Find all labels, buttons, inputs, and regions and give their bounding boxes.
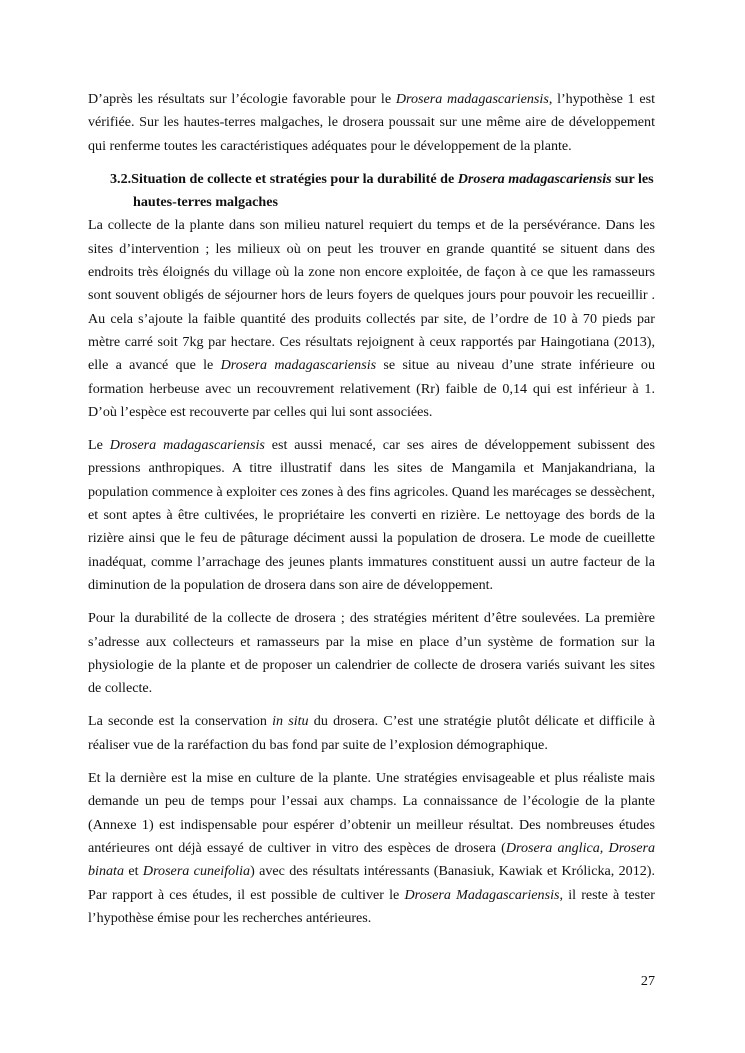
document-page (88, 88, 655, 940)
species-name: Drosera Madagascariensis (404, 886, 560, 903)
species-name: Drosera madagascariensis (220, 357, 377, 374)
section-number: 3.2. (110, 170, 132, 187)
paragraph-culture (88, 767, 655, 930)
text: du drosera. C’est une stratégie plutôt délicate et difficile à réaliser vue de la raréfaction du bas fond par suite de l’explosion démographique. (88, 713, 655, 753)
species-name: Drosera madagascariensis (395, 91, 549, 107)
heading-text: Situation de collecte et stratégies pour la durabilité de (131, 170, 458, 187)
text: Et la dernière est la mise en culture de la plante. Une stratégies envisageable et plus réaliste mais demande un peu de temps pour l’essai aux champs. La connaissance de l’écologie de la plante (Annexe 1) est indispensable pour espérer d’obtenir un meilleur résultat. Des nombreuses études antérieures ont déjà essayé de cultiver in vitro des espèces de drosera ( (88, 770, 655, 856)
text: La collecte de la plante dans son milieu naturel requiert du temps et de la persévérance. Dans les sites d’intervention ; les milieux où on peut les trouver en grande quantité se situent dans des endroits très éloignés du village où la zone non encore exploitée, de façon à ce que les ramasseurs sont souvent obligés de séjourner hors de leurs foyers de quelques jours pour pouvoir les recueillir . Au cela s’ajoute la faible quantité des produits collectés par site, de l’ordre de 10 à 70 pieds par mètre carré soit 7kg par hectare. Ces résultats rejoignent à ceux rapportés par Haingotiana (2013), elle a avancé que le (88, 217, 655, 374)
paragraph-hypothesis (88, 88, 655, 158)
text: La seconde est la conservation (88, 713, 273, 730)
paragraph-menace (88, 434, 655, 597)
text: D’après les résultats sur l’écologie favorable pour le (88, 91, 396, 107)
paragraph-conservation (88, 710, 655, 757)
text: , l’hypothèse 1 est vérifiée. Sur les hautes-terres malgaches, le drosera poussait sur une même aire de développement qui renferme toutes les caractéristiques adéquates pour le développement de la plante. (88, 91, 655, 154)
text: Le (88, 437, 110, 454)
text: et (124, 863, 143, 880)
text: se situe au niveau d’une strate inférieure ou formation herbeuse avec un recouvrement relativement (Rr) faible de 0,14 qui est inférieur à 1. D’où l’espèce est recouverte par celles qui lui sont associées. (88, 357, 655, 420)
paragraph-durabilite (88, 607, 655, 700)
section-heading (88, 168, 655, 215)
paragraph-collecte (88, 214, 655, 424)
latin-term: in situ (272, 713, 309, 730)
heading-text: sur les hautes-terres malgaches (133, 170, 654, 211)
species-name: Drosera madagascariensis (109, 437, 265, 454)
text: Pour la durabilité de la collecte de drosera ; des stratégies méritent d’être soulevées. La première s’adresse aux collecteurs et ramasseurs par la mise en place d’un système de formation sur la physiologie de la plante et de proposer un calendrier de collecte de drosera variés suivant les sites de collecte. (88, 610, 655, 697)
species-name: Drosera madagascariensis (457, 170, 612, 187)
text: , il reste à tester l’hypothèse émise pour les recherches antérieures. (88, 886, 655, 926)
text: est aussi menacé, car ses aires de développement subissent des pressions anthropiques. A titre illustratif dans les sites de Mangamila et Manjakandriana, la population commence à exploiter ces zones à des fins agricoles. Quand les marécages se dessèchent, et sont aptes à être cultivées, le propriétaire les converti en rizière. Le nettoyage des bords de la rizière ainsi que le feu de pâturage déciment aussi la population de drosera. Le mode de cueillette inadéquat, comme l’arrachage des jeunes plants immatures constituent aussi un autre facteur de la diminution de la population de drosera dans son aire de développement. (88, 437, 655, 593)
species-name: Drosera cuneifolia (142, 863, 251, 880)
page-number: 27 (640, 973, 655, 989)
text: ) avec des résultats intéressants (Banasiuk, Kawiak et Królicka, 2012). Par rapport à ces études, il est possible de cultiver le (88, 863, 656, 903)
species-name: Drosera anglica, Drosera binata (88, 839, 655, 880)
